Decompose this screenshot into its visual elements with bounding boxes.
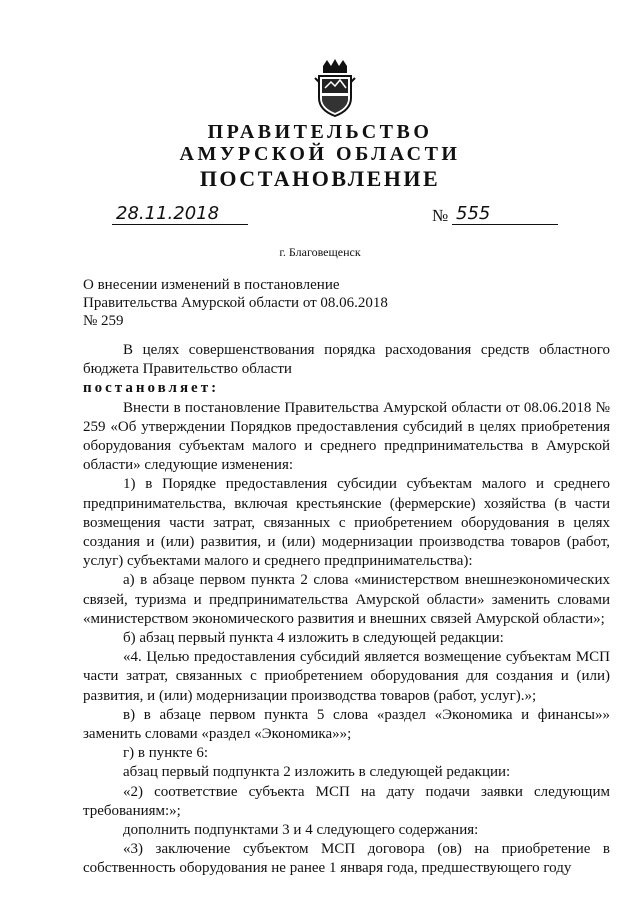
paragraph: «2) соответствие субъекта МСП на дату подачи заявки следующим требованиям:»; bbox=[83, 783, 610, 819]
amur-region-coat-of-arms-icon bbox=[313, 58, 357, 118]
decree-number: 555 bbox=[452, 203, 558, 225]
government-title: ПРАВИТЕЛЬСТВО bbox=[207, 121, 433, 143]
paragraph: б) абзац первый пункта 4 изложить в следующей редакции: bbox=[123, 630, 504, 647]
number-sign: № bbox=[432, 206, 449, 225]
decree-subject: О внесении изменений в постановление Правительства Амурской области от 08.06.2018 № 259 bbox=[83, 277, 388, 329]
region-title: АМУРСКОЙ ОБЛАСТИ bbox=[179, 143, 461, 165]
document-type-title: ПОСТАНОВЛЕНИЕ bbox=[199, 166, 441, 191]
paragraph: г) в пункте 6: bbox=[123, 745, 209, 762]
paragraph: Внести в постановление Правительства Амурской области от 08.06.2018 № 259 «Об утверждении Порядков предоставления субсидий в целях приобретения оборудования субъектам малого и среднего предпринимательства в Амурской области» следующие изменения: bbox=[83, 399, 610, 474]
decree-date: 28.11.2018 bbox=[112, 203, 248, 225]
paragraph: абзац первый подпункта 2 изложить в следующей редакции: bbox=[123, 764, 511, 781]
paragraph: а) в абзаце первом пункта 2 слова «министерством внешнеэкономических связей, туризма и предпринимательства Амурской области» заменить словами «министерством экономического развития и внешних связей Амурской области»; bbox=[83, 572, 610, 627]
paragraph: «4. Целью предоставления субсидий является возмещение субъектам МСП части затрат, связанных с приобретением оборудования для создания и (или) развития, и (или) модернизации производства товаров (работ, услуг).»; bbox=[83, 649, 610, 704]
city-name: г. Благовещенск bbox=[279, 245, 361, 259]
paragraph: 1) в Порядке предоставления субсидии субъектам малого и среднего предпринимательства, включая крестьянские (фермерские) хозяйства (в части возмещения части затрат, связанных с приобретением оборудования в целях создания и (или) развития, и (или) модернизации производства товаров (работ, услуг) субъектами малого и среднего предпринимательства): bbox=[83, 476, 610, 570]
paragraph: в) в абзаце первом пункта 5 слова «раздел «Экономика и финансы»» заменить словами «раздел «Экономика»»; bbox=[83, 706, 610, 743]
paragraph: «3) заключение субъектом МСП договора (ов) на приобретение в собственность оборудования не ранее 1 января года, предшествующего году bbox=[83, 841, 610, 877]
paragraph: дополнить подпунктами 3 и 4 следующего содержания: bbox=[123, 822, 479, 839]
decree-body bbox=[83, 341, 610, 879]
resolve-word: постановляет: bbox=[83, 380, 220, 397]
intro-paragraph: В целях совершенствования порядка расходования средств областного бюджета Правительство области bbox=[83, 342, 610, 378]
